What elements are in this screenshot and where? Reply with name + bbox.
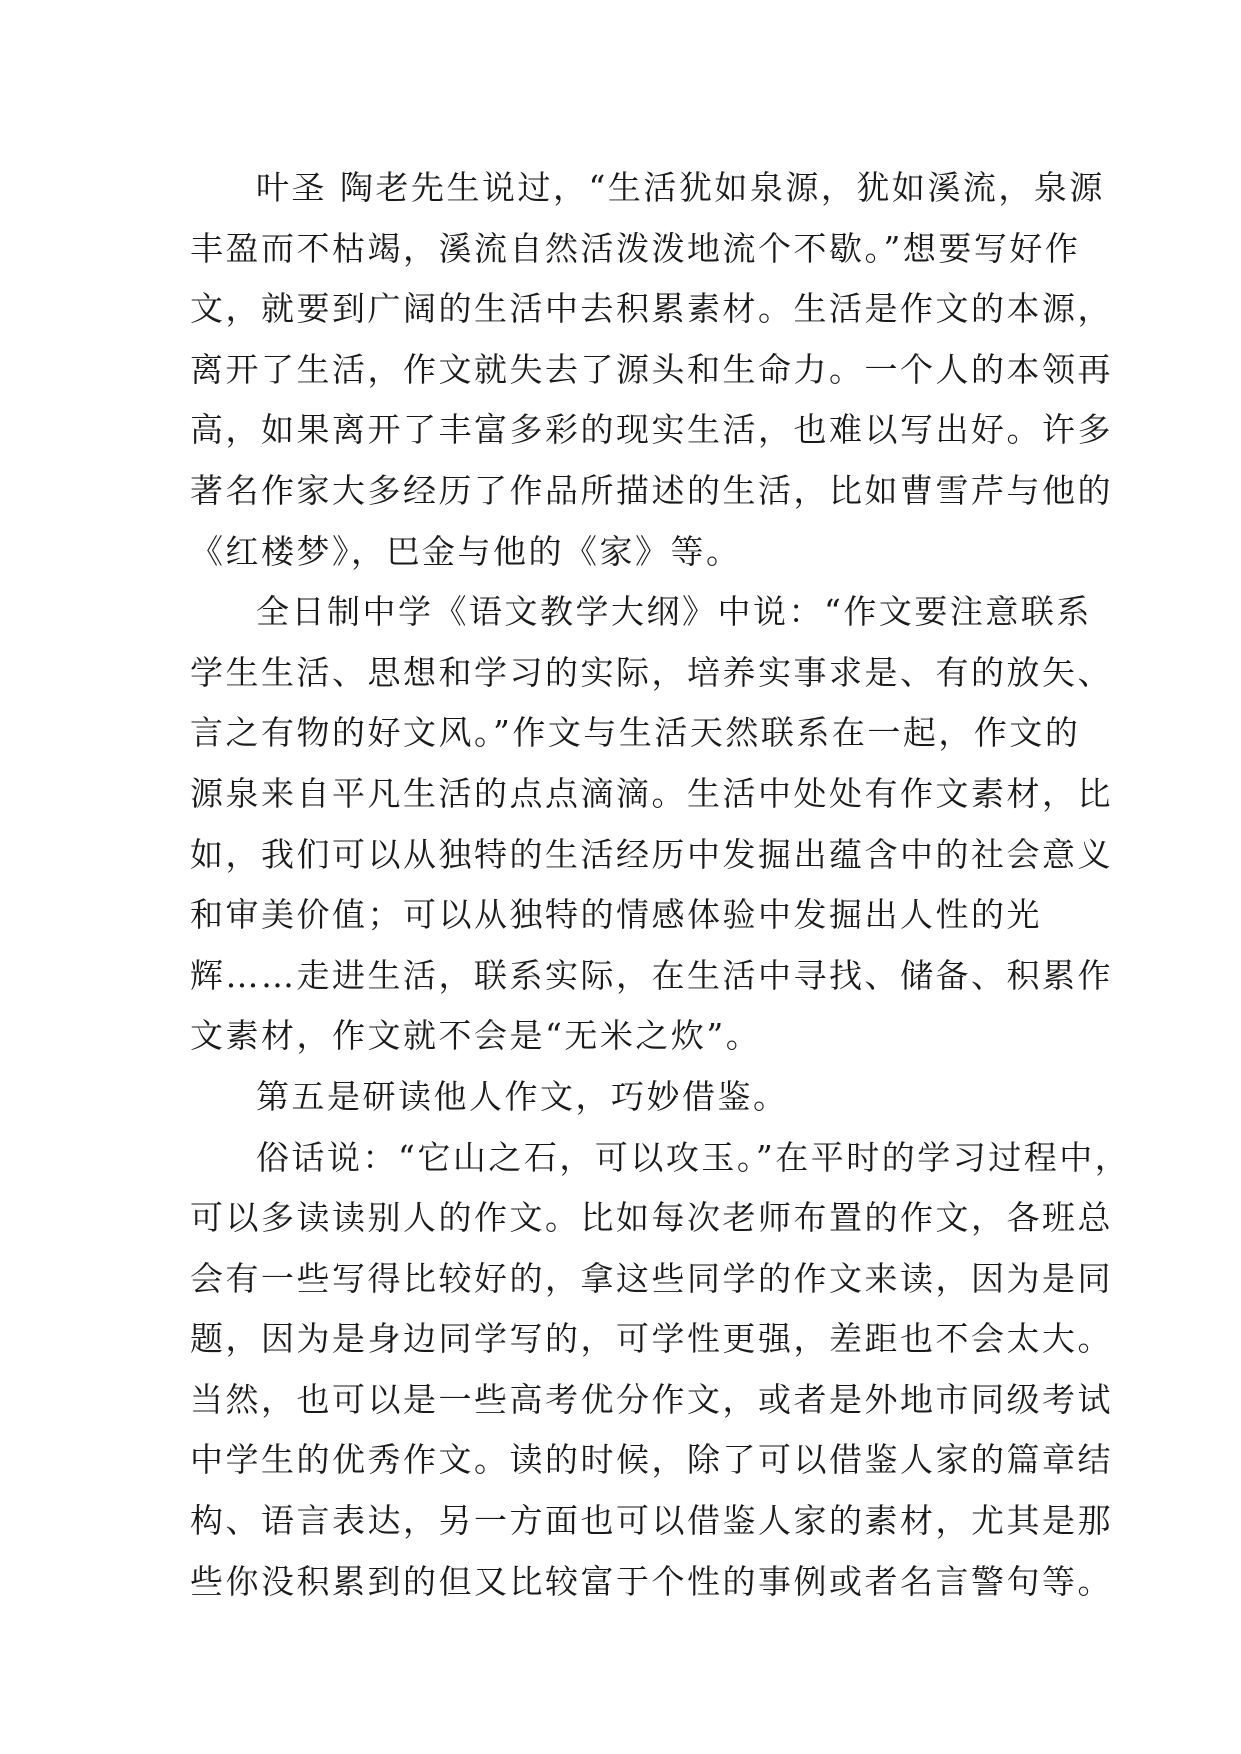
paragraph-line: 《红楼梦》，巴金与他的《家》等。 (190, 531, 742, 571)
paragraph-line: 著名作家大多经历了作品所描述的生活，比如曹雪芹与他的 (190, 470, 1113, 510)
paragraph-line: 俗话说：“它山之石，可以攻玉。”在平时的学习过程中， (256, 1137, 1131, 1177)
paragraph-line: 学生生活、思想和学习的实际，培养实事求是、有的放矢、 (190, 652, 1113, 692)
paragraph-line: 当然，也可以是一些高考优分作文，或者是外地市同级考试 (190, 1379, 1113, 1419)
paragraph-line: 源泉来自平凡生活的点点滴滴。生活中处处有作文素材，比 (190, 773, 1113, 813)
paragraph-line: 可以多读读别人的作文。比如每次老师布置的作文，各班总 (190, 1198, 1113, 1238)
paragraph-line: 文，就要到广阔的生活中去积累素材。生活是作文的本源， (190, 289, 1113, 329)
paragraph-line: 丰盈而不枯竭，溪流自然活泼泼地流个不歇。”想要写好作 (190, 228, 1081, 268)
paragraph-line: 中学生的优秀作文。读的时候，除了可以借鉴人家的篇章结 (190, 1440, 1113, 1480)
paragraph-line: 全日制中学《语文教学大纲》中说：“作文要注意联系 (256, 592, 1092, 632)
paragraph-line: 言之有物的好文风。”作文与生活天然联系在一起，作文的 (190, 713, 1081, 753)
paragraph-line: 些你没积累到的但又比较富于个性的事例或者名言警句等。 (190, 1561, 1113, 1601)
paragraph-line: 如，我们可以从独特的生活经历中发掘出蕴含中的社会意义 (190, 834, 1113, 874)
paragraph-line: 叶圣 陶老先生说过，“生活犹如泉源，犹如溪流，泉源 (256, 168, 1105, 207)
paragraph-line: 辉……走进生活，联系实际，在生活中寻找、储备、积累作 (190, 955, 1113, 995)
paragraph-line: 离开了生活，作文就失去了源头和生命力。一个人的本领再 (190, 349, 1113, 389)
document-body (190, 158, 1131, 1612)
paragraph-line: 构、语言表达，另一方面也可以借鉴人家的素材，尤其是那 (190, 1501, 1113, 1541)
paragraph-line: 文素材，作文就不会是“无米之炊”。 (190, 1016, 762, 1056)
section-heading-line: 第五是研读他人作文，巧妙借鉴。 (256, 1076, 789, 1116)
paragraph-line: 会有一些写得比较好的，拿这些同学的作文来读，因为是同 (190, 1258, 1113, 1298)
paragraph-line: 和审美价值；可以从独特的情感体验中发掘出人性的光 (190, 895, 1042, 935)
paragraph-line: 高，如果离开了丰富多彩的现实生活，也难以写出好。许多 (190, 410, 1113, 450)
paragraph-line: 题，因为是身边同学写的，可学性更强，差距也不会太大。 (190, 1319, 1113, 1359)
